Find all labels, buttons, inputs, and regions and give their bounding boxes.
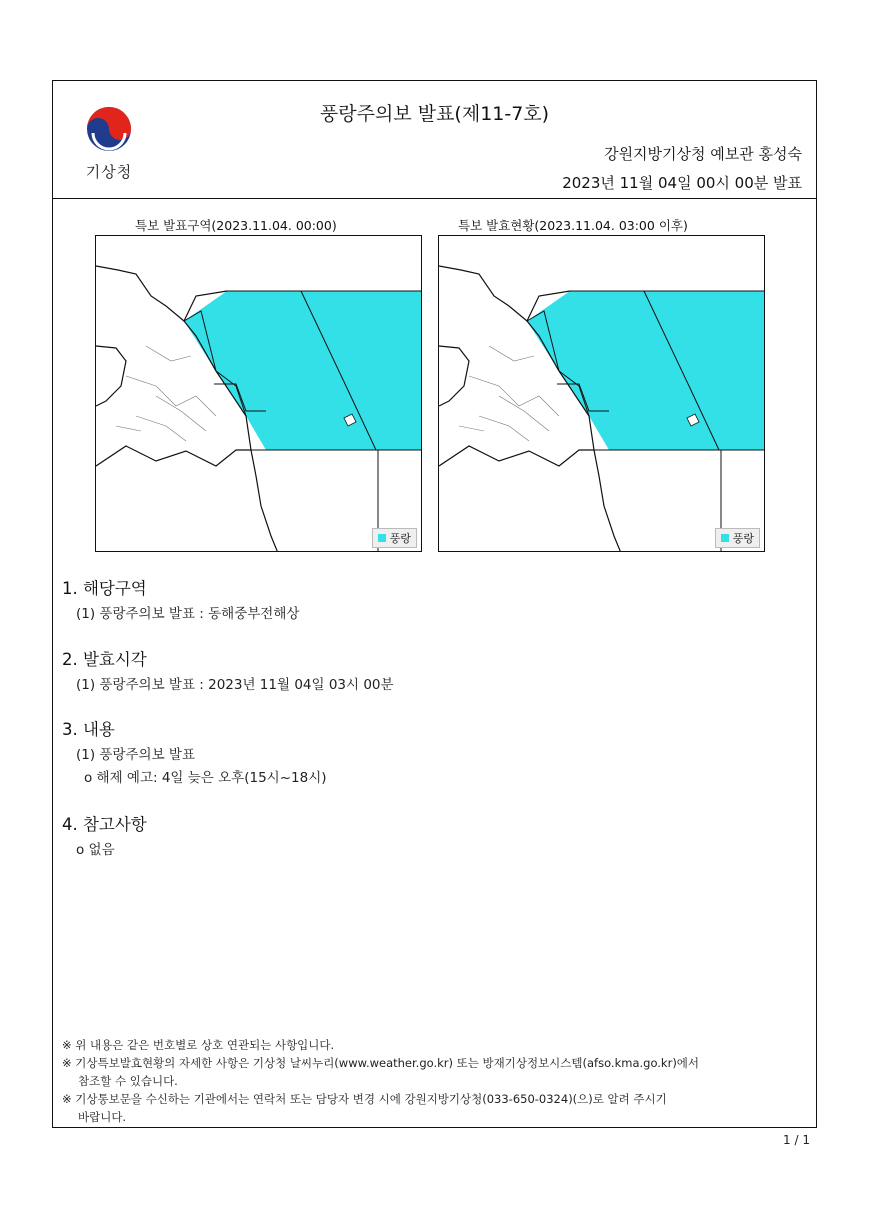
logo-label: 기상청 [85, 163, 133, 181]
map-caption-effective: 특보 발효현황(2023.11.04. 03:00 이후) [458, 218, 688, 233]
section-line: (1) 풍랑주의보 발표 [76, 747, 195, 763]
section-line: (1) 풍랑주의보 발표 : 동해중부전해상 [76, 606, 300, 622]
map-effective [438, 235, 765, 552]
footnote: ※ 기상특보발효현황의 자세한 사항은 기상청 날씨누리(www.weather.go.kr) 또는 방재기상정보시스템(afso.kma.go.kr)에서 [62, 1056, 700, 1070]
section-title-notes: 4. 참고사항 [62, 815, 147, 834]
legend-label: 풍랑 [389, 532, 411, 545]
legend-swatch [721, 534, 729, 542]
warning-area-map [96, 236, 422, 552]
issued-time: 2023년 11월 04일 00시 00분 발표 [562, 174, 802, 192]
section-title-effective-time: 2. 발효시각 [62, 650, 147, 669]
map-issued-area [95, 235, 422, 552]
effective-area-map [439, 236, 765, 552]
footnote: 참조할 수 있습니다. [78, 1074, 178, 1088]
footnote: ※ 위 내용은 같은 번호별로 상호 연관되는 사항입니다. [62, 1038, 335, 1052]
issuer-line: 강원지방기상청 예보관 홍성숙 [604, 145, 802, 163]
section-line: (1) 풍랑주의보 발표 : 2023년 11월 04일 03시 00분 [76, 677, 394, 693]
map-caption-issued-area: 특보 발표구역(2023.11.04. 00:00) [135, 218, 337, 233]
footnote: 바랍니다. [78, 1110, 127, 1124]
section-line: o 해제 예고: 4일 늦은 오후(15시~18시) [84, 770, 327, 786]
section-title-area: 1. 해당구역 [62, 579, 147, 598]
legend-swatch [378, 534, 386, 542]
section-line: o 없음 [76, 842, 115, 858]
section-title-content: 3. 내용 [62, 720, 115, 739]
footnote: ※ 기상통보문을 수신하는 기관에서는 연락처 또는 담당자 변경 시에 강원지방기상청(033-650-0324)(으)로 알려 주시기 [62, 1092, 667, 1106]
page-number: 1 / 1 [783, 1133, 810, 1147]
map-legend [372, 528, 417, 548]
document-header [53, 81, 816, 199]
legend-label: 풍랑 [732, 532, 754, 545]
map-legend [715, 528, 760, 548]
document-title: 풍랑주의보 발표(제11-7호) [319, 103, 550, 125]
